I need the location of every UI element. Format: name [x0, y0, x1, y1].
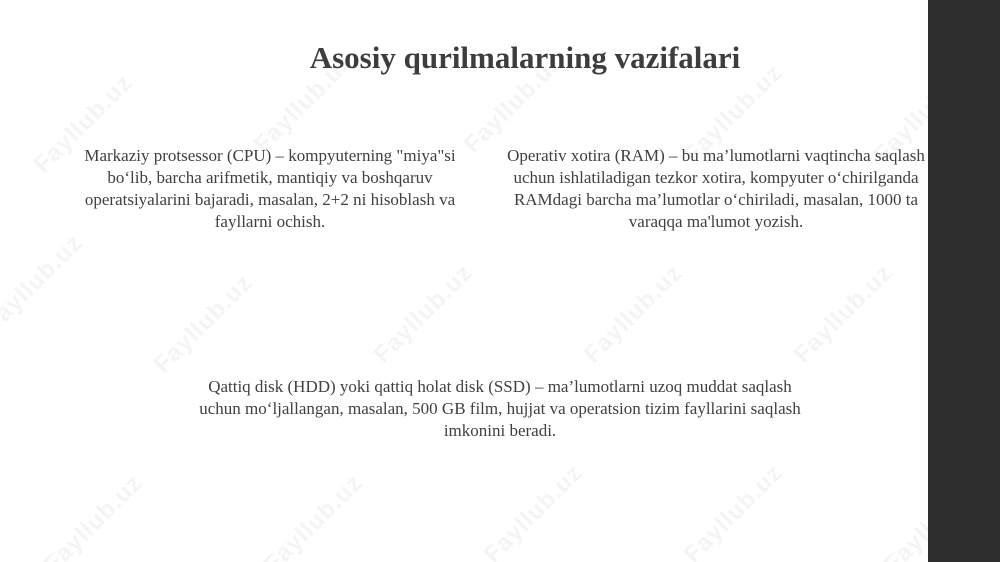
watermark: [149, 269, 259, 379]
cpu-description: Markaziy protsessor (CPU) – kompyuterning "miya"si bo‘lib, barcha arifmetik, mantiqiy va boshqaruv operatsiyalarini bajaradi, masalan, 2+2 ni hisoblash va fayllarni ochish.: [84, 146, 456, 231]
watermark: [789, 259, 899, 369]
disk-description: Qattiq disk (HDD) yoki qattiq holat disk (SSD) – ma’lumotlarni uzoq muddat saqlash uchun mo‘ljallangan, masalan, 500 GB film, hujjat va operatsion tizim fayllarini saqlash imkonini beradi.: [199, 377, 801, 440]
side-bar: [928, 0, 1000, 562]
watermark: [259, 469, 369, 562]
watermark: [0, 229, 89, 339]
watermark: [679, 459, 789, 562]
ram-description: Operativ xotira (RAM) – bu ma’lumotlarni vaqtincha saqlash uchun ishlatiladigan tezkor xotira, kompyuter o‘chirilganda RAMdagi barcha ma’lumotlar o‘chiriladi, masalan, 1000 ta varaqqa ma'lumot yozish.: [507, 146, 925, 231]
watermark: [39, 469, 149, 562]
watermark: [579, 259, 689, 369]
watermark: [369, 259, 479, 369]
watermark: [479, 459, 589, 562]
slide-title: Asosiy qurilmalarning vazifalari: [309, 40, 741, 75]
watermark: [879, 469, 928, 562]
